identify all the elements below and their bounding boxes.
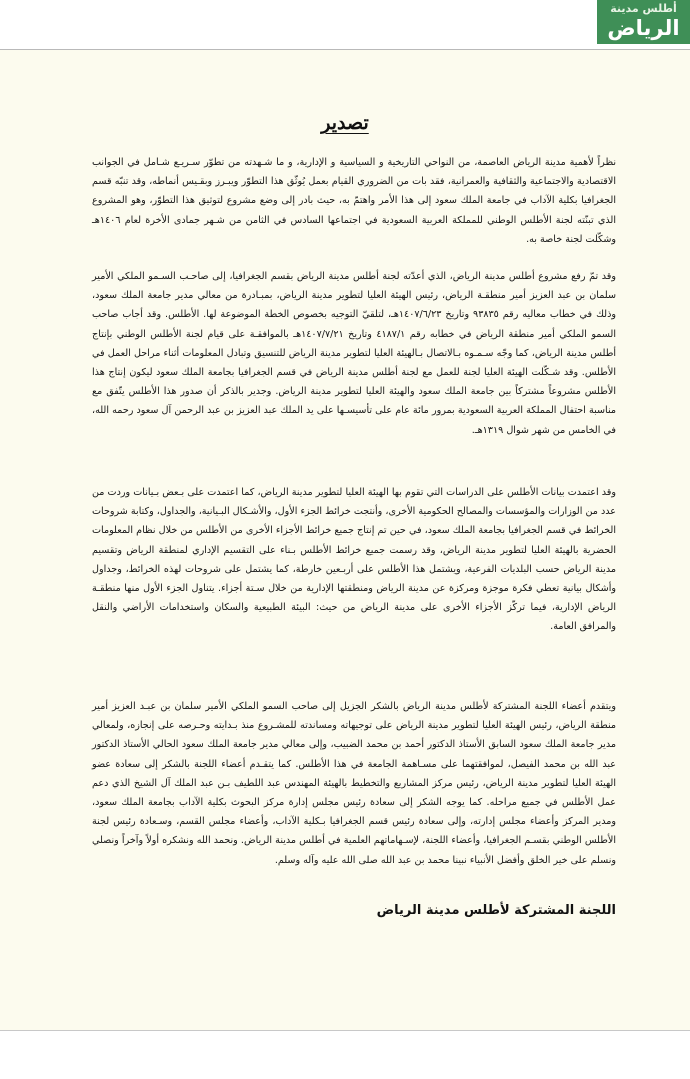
paragraph-1: نظراً لأهمية مدينة الرياض العاصمة، من النواحي التاريخية و السياسية و الإدارية، و ما شـهدته من تطوّر سـريـع شـامل في الجوانب الاقتصادية والاجتماعية والثقافية والعمرانية، فقد بات من الضروري القيام بعمل يُوثّق هذا التطوّر ويبـرز وبقـيس أنماطه، وقد تنبّه قسم الجغرافيا بكلية الآداب في جامعة الملك سعود إلى هذا الأمر واهتمّ به، حيث بادر إلى وضع مشروع لتوثيق هذا التطوّر، وهو المشروع الذي تبنّته لجنة الأطلس الوطني للمملكة العربية السعودية في اجتماعها السادس في الثامن من شـهر جمادى الأخرة لعام ١٤٠٦هـ وشكّلت لجنة خاصة به.	[92, 157, 616, 245]
logo-title: الرياض	[607, 16, 680, 40]
signature-committee: اللجنة المشتركة لأطلس مدينة الرياض	[376, 903, 616, 918]
header-bar	[0, 0, 690, 50]
paragraph-2: وقد تمّ رفع مشروع أطلس مدينة الرياض، الذي أعدّته لجنة أطلس مدينة الرياض بقسم الجغرافيا، إلى صاحـب السـمو الملكي الأمير سلمان بن عبد العزيز أمير منطقـة الرياض، رئيس الهيئة العليا لتطوير مدينة الرياض، بمبـادرة من معالي مدير جامعة الملك سعود، وذلك في خطاب معاليه رقم ٩٣٨٣٥ وتاريخ ١٤٠٧/٦/٢٣هـ، لتلقيّ التوجيه بخصوص الخطة الموضوعة لها. الأطلس. وقد أجاب صاحب السمو الملكي أمير منطقة الرياض في خطابه رقم ٤١٨٧/١ وتاريخ ١٤٠٧/٧/٢١هـ بالموافقـة على قيام لجنة الأطلس الوطني بإنتاج أطلس مدينة الرياض، كما وجّه سـمـوه بـالاتصال بـالهيئة العليا لتطوير مدينة الرياض للتنسيق وتبادل المعلومات أثناء مراحل العمل في الأطلس. وقد شـكّلت الهيئة العليا لجنة للعمل مع لجنة أطلس مدينة الرياض في قسم الجغرافيا بجامعة الملك سعود ليكون إنتاج هذا الأطلس مشروعاً مشتركاً بين جامعة الملك سعود والهيئة العليا لتطوير مدينة الرياض. وجدير بالذكر أن صدور هذا الأطلس يتّفق مع مناسبة احتفال المملكة العربية السعودية بمرور مائة عام على تأسيسـها على يد الملك عبد العزيز بن عبد الرحمن آل سعود رحمه الله، في الخامس من شهر شوال ١٣١٩هـ.	[92, 271, 616, 436]
page-bottom-divider	[0, 1030, 690, 1031]
paragraph-4: ويتقدم أعضاء اللجنة المشتركة لأطلس مدينة الرياض بالشكر الجزيل إلى صاحب السمو الملكي الأمير سلمان بن عبـد العزيز أمير منطقة الرياض، رئيس الهيئة العليا لتطوير مدينة الرياض على توجيهاته ومساندته للمشـروع منذ بـدايته وحـرصه على إنجازه، ولمعالي مدير جامعة الملك سعود السابق الأستاذ الدكتور أحمد بن محمد الضبيب، وإلى معالي مدير جامعة الملك سعود الحالي الأستاذ الدكتور عبد الله بن محمد الفيصل، لموافقتهما على مسـاهمة الجامعة في هذا الأطلس. كما يتقـدم أعضاء اللجنة بالشكر إلى سعادة عضو الهيئة العليا لتطوير مدينة الرياض، رئيس مركز المشاريع والتخطيط بالهيئة المهندس عبد اللطيف بـن عبد الملك آل الشيخ الذي دعم عمل الأطلس في جميع مراحله. كما يوجه الشكر إلى سعادة رئيس مجلس إدارة مركز البحوث بكلية الآداب بجامعة الملك سعود، ومدير المركز وأعضاء مجلس إدارته، وإلى سعادة رئيس قسم الجغرافيا بـكلية الآداب، وأعضاء مجلس القسم، وسـعادة رئيس لجنة الأطلس الوطني بقسـم الجغرافيا، وأعضاء اللجنة، لإسـهاماتهم العلمية في أطلس مدينة الرياض. ونحمد الله ونشكره أولاً وآخراً ونصلي ونسلم على خير الخلق وأفضل الأنبياء نبينا محمد بن عبد الله صلى الله عليه وآله وسلم.	[92, 701, 616, 866]
paragraph-3: وقد اعتمدت بيانات الأطلس على الدراسات التي تقوم بها الهيئة العليا لتطوير مدينة الرياض، كما اعتمدت على بـعض بـيانات وردت من عدد من الوزارات والمؤسسات والمصالح الحكومية الأخرى، وأنتجت خرائط الجزء الأول، والأشـكال البـيانية، والجداول، وكتابة شروحات الخرائط في قسم الجغرافيا بجامعة الملك سعود، في حين تم إنتاج جميع خرائط الأجزاء الأخرى من الأطلس من خلال نظام المعلومات الحضرية بالهيئة العليا لتطوير مدينة الرياض، وقد رسمت جميع خرائط الأطلس بـناء على التقسيم الإداري لمنطقة الرياض وتقسيم مدينة الرياض حسب البلديات الفرعية، ويشتمل هذا الأطلس على أربـعين خارطة، كما يشتمل على شروحات لهذه الخرائط، وجداول وأشكال بيانية تعطي فكرة موجزة ومركزة عن مدينة الرياض ومنطقتها الإدارية من خلال سـتة أجزاء. يتناول الجزء الأول منها منطقـة الرياض الإدارية، فيما تركّز الأجزاء الأخرى على مدينة الرياض من حيث: البيئة الطبيعية والسكان واستخدامات الأراضي والنقل والمرافق العامة.	[92, 487, 616, 633]
logo-subtitle: أطلس مدينة	[610, 2, 677, 15]
page-title: تصدير	[321, 112, 369, 134]
atlas-logo	[597, 0, 690, 44]
